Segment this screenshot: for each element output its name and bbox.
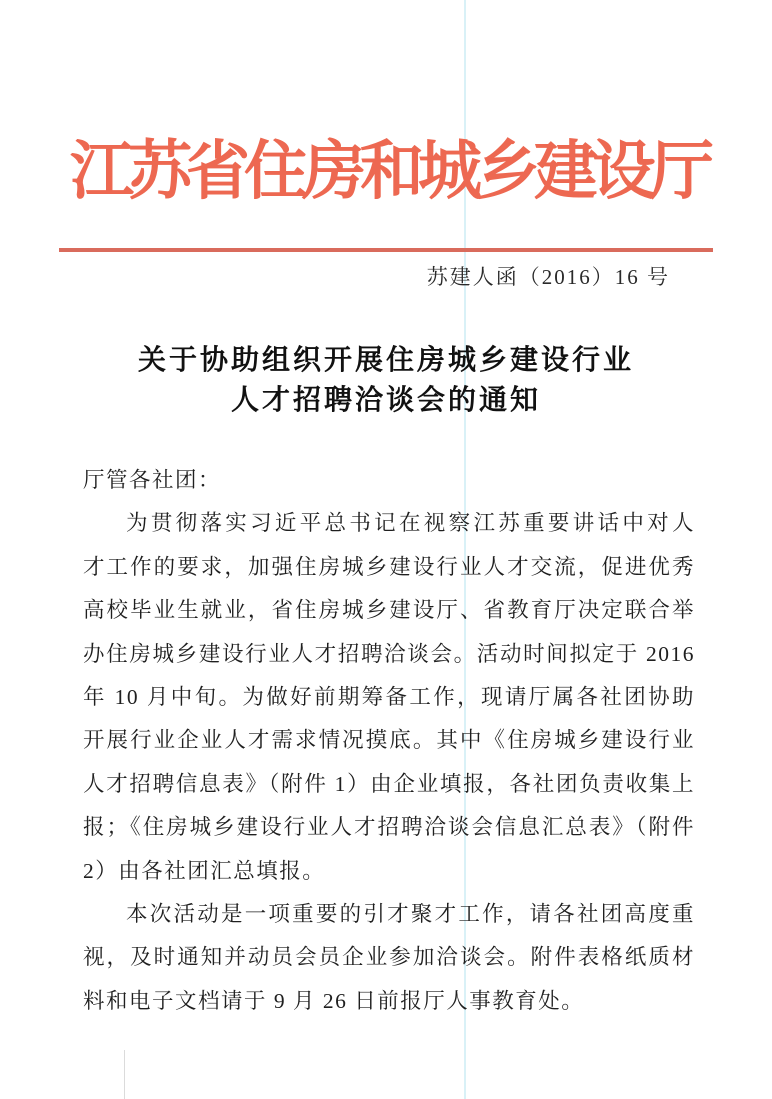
paragraph-2 — [83, 893, 695, 1023]
doc-number: 苏建人函（2016）16 号 — [426, 265, 670, 289]
scan-artifact-line-bottom — [124, 1050, 125, 1099]
paragraph-2-line: 本次活动是一项重要的引才聚才工作，请各社团高度重 — [126, 902, 695, 927]
paragraph-1-line: 年 10 月中旬。为做好前期筹备工作，现请厅属各社团协助 — [83, 685, 695, 710]
paragraph-1-line: 2）由各社团汇总填报。 — [83, 858, 326, 883]
document-title-line1: 关于协助组织开展住房城乡建设行业 — [137, 345, 634, 376]
paragraph-1-line: 为贯彻落实习近平总书记在视察江苏重要讲话中对人 — [126, 511, 695, 536]
document-title — [0, 341, 772, 421]
document-body — [83, 459, 695, 1023]
paragraph-1-line: 人才招聘信息表》（附件 1）由企业填报，各社团负责收集上 — [83, 771, 695, 796]
paragraph-1-line: 高校毕业生就业，省住房城乡建设厅、省教育厅决定联合举 — [83, 598, 695, 623]
paragraph-1-line: 报；《住房城乡建设行业人才招聘洽谈会信息汇总表》（附件 — [83, 815, 695, 840]
salutation: 厅管各社团： — [83, 468, 222, 492]
paragraph-2-line: 视，及时通知并动员会员企业参加洽谈会。附件表格纸质材 — [83, 945, 695, 970]
paragraph-1-line: 办住房城乡建设行业人才招聘洽谈会。活动时间拟定于 2016 — [83, 641, 695, 666]
letterhead-org-name: 江苏省住房和城乡建设厅 — [70, 136, 708, 207]
paragraph-1-line: 开展行业企业人才需求情况摸底。其中《住房城乡建设行业 — [83, 728, 695, 753]
document-title-line2: 人才招聘洽谈会的通知 — [230, 385, 541, 416]
letterhead-rule — [59, 248, 713, 252]
paragraph-1-line: 才工作的要求，加强住房城乡建设行业人才交流，促进优秀 — [83, 554, 695, 579]
paragraph-2-line: 料和电子文档请于 9 月 26 日前报厅人事教育处。 — [83, 988, 585, 1013]
paragraph-1 — [83, 502, 695, 893]
